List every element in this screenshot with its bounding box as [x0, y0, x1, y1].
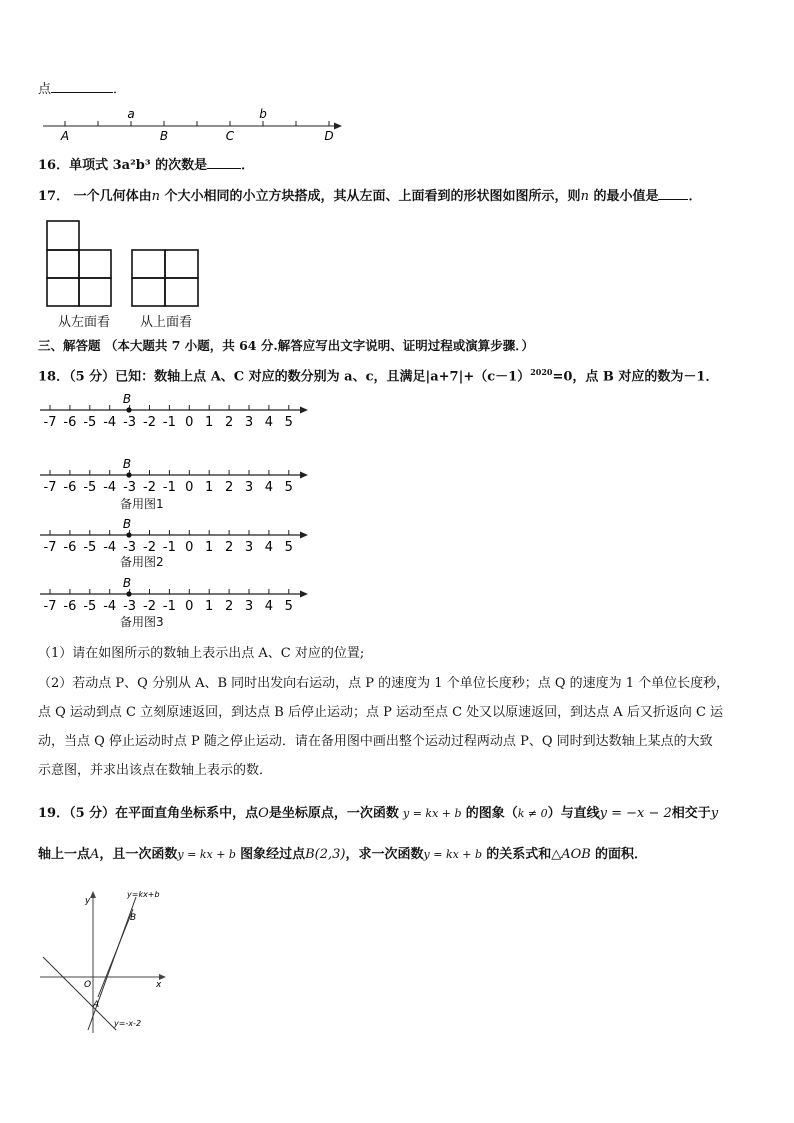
question-19-line2: [38, 846, 647, 864]
q17-text3: 的最小值是: [593, 189, 659, 204]
q19-text-a: 19．（5 分）在平面直角坐标系中，点: [38, 806, 259, 821]
q19-text-e: 相交于: [671, 806, 711, 821]
answer-blank: [658, 187, 688, 200]
q19-func2: y = −x − 2: [599, 806, 672, 821]
backup-caption-1: 备用图1: [120, 497, 164, 511]
top-fragment: [38, 80, 126, 99]
tick-label: -1: [162, 415, 176, 430]
q19-text-f: 轴上一点: [38, 847, 91, 862]
q19-text-h: 图象经过点: [240, 847, 306, 862]
q19-A: A: [90, 847, 100, 862]
q19-func1: y = kx + b: [403, 807, 462, 820]
q17-number: 17．: [38, 189, 70, 204]
question-18: [38, 363, 718, 386]
tick-label: 2: [224, 599, 234, 614]
q18-head: 18．（5 分）已知：数轴上点 A、C 对应的数分别为 a、c，且满足|a+7|+（c－1）: [38, 369, 531, 385]
backup-caption-2: 备用图2: [120, 555, 164, 569]
number-line-main: [38, 390, 313, 432]
graph-A-label: A: [93, 1000, 100, 1010]
tick-label: -7: [43, 415, 57, 430]
tick-label: 5: [284, 599, 293, 614]
tick-label: 3: [244, 480, 254, 495]
tick-label: 0: [185, 415, 194, 430]
q17-var-n2: n: [580, 189, 589, 204]
caption-top-view: 从上面看: [140, 315, 193, 330]
top-end: ．: [113, 82, 127, 97]
tick-label: 4: [264, 415, 274, 430]
number-line-backup-1: [38, 455, 313, 497]
q18-part2-line2: 点 Q 运动到点 C 立刻原速返回，到达点 B 后停止运动；点 P 运动至点 C 处又以原速返回，到达点 A 后又折返向 C 运: [38, 705, 724, 720]
question-16: [38, 156, 254, 175]
graph-x-label: x: [156, 980, 162, 990]
tick-label: -4: [103, 480, 117, 495]
q18-part2-line3: 动，当点 Q 停止运动时点 P 随之停止运动．请在备用图中画出整个运动过程两动点 P、Q 同时到达数轴上某点的大致: [38, 734, 713, 749]
point-B-label: B: [122, 576, 132, 590]
q19-k-condition: k ≠ 0: [517, 807, 548, 820]
point-B-label: B: [122, 517, 132, 531]
tick-label: 4: [264, 540, 274, 555]
tick-label: -1: [162, 480, 176, 495]
tick-label: -2: [143, 415, 156, 430]
answer-blank: [51, 80, 113, 93]
tick-label: -3: [123, 415, 137, 430]
tick-label: 4: [264, 599, 274, 614]
tick-label: -6: [63, 480, 77, 495]
label-D: D: [324, 129, 334, 143]
q17-text1: 一个几何体由: [73, 189, 152, 204]
tick-label: -7: [43, 540, 57, 555]
tick-label: -6: [63, 540, 77, 555]
label-b: b: [259, 107, 267, 121]
question-19-line1: [38, 805, 718, 823]
tick-label: -5: [83, 599, 97, 614]
number-line-top: [38, 104, 348, 144]
q19-func4: y = kx + b: [423, 848, 483, 861]
tick-label: 5: [284, 480, 293, 495]
q16-expression: 3a²b³: [112, 158, 151, 173]
answer-blank: [207, 156, 241, 169]
tick-label: -7: [43, 480, 57, 495]
tick-label: -4: [103, 599, 117, 614]
tick-label: -2: [143, 480, 156, 495]
label-a: a: [127, 107, 135, 121]
q18-exponent: 2020: [530, 367, 553, 377]
q19-point-B: B(2,3): [305, 847, 346, 862]
tick-label: -5: [83, 540, 97, 555]
tick-label: 2: [224, 480, 234, 495]
point-B-label: B: [122, 392, 132, 406]
number-line-backup-2: [38, 515, 313, 557]
q18-part2-line4: 示意图，并求出该点在数轴上表示的数．: [38, 763, 273, 778]
q19-O: O: [258, 806, 269, 821]
tick-label: 2: [224, 540, 234, 555]
q16-text1: 单项式: [69, 158, 109, 173]
tick-label: 1: [205, 480, 214, 495]
q19-text-d: ）与直线: [547, 806, 600, 821]
section-3-heading: 三、解答题 （本大题共 7 小题，共 64 分.解答应写出文字说明、证明过程或演算步骤．）: [38, 338, 534, 353]
q19-text-b: 是坐标原点，一次函数: [268, 806, 399, 821]
tick-label: 0: [185, 480, 194, 495]
q19-y: y: [710, 806, 719, 821]
graph-O-label: O: [84, 980, 92, 990]
tick-label: 3: [244, 415, 254, 430]
question-17: [38, 187, 702, 206]
q19-text-i: ，求一次函数: [345, 847, 424, 862]
top-dian: 点: [38, 82, 52, 97]
tick-label: -1: [162, 540, 176, 555]
tick-label: 1: [205, 415, 214, 430]
label-C: C: [225, 129, 235, 143]
point-B-label: B: [122, 457, 132, 471]
tick-label: 0: [185, 540, 194, 555]
tick-label: -3: [123, 540, 137, 555]
tick-label: -2: [143, 599, 156, 614]
tick-label: 5: [284, 415, 293, 430]
tick-label: -3: [123, 599, 137, 614]
tick-label: 2: [224, 415, 234, 430]
tick-label: -3: [123, 480, 137, 495]
q17-views-figure: [44, 218, 214, 310]
tick-label: -6: [63, 599, 77, 614]
tick-label: -2: [143, 540, 156, 555]
label-B: B: [159, 129, 169, 143]
label-A: A: [60, 129, 70, 143]
q18-part2-line1: （2）若动点 P、Q 分别从 A、B 同时出发向右运动，点 P 的速度为 1 个单位长度秒；点 Q 的速度为 1 个单位长度秒，: [38, 676, 730, 691]
q19-graph: [38, 885, 178, 1035]
q19-text-k: 的面积．: [594, 847, 647, 862]
tick-label: 1: [205, 599, 214, 614]
caption-left-view: 从左面看: [58, 315, 111, 330]
tick-label: 1: [205, 540, 214, 555]
q18-part1: （1）请在如图所示的数轴上表示出点 A、C 对应的位置;: [38, 646, 365, 661]
graph-B-label: B: [130, 913, 137, 923]
tick-label: -7: [43, 599, 57, 614]
tick-label: -4: [103, 540, 117, 555]
tick-label: 4: [264, 480, 274, 495]
graph-line1-label: y=kx+b: [127, 890, 160, 899]
q17-var-n: n: [151, 189, 161, 204]
tick-label: -5: [83, 480, 97, 495]
number-line-backup-3: [38, 574, 313, 616]
tick-label: 3: [244, 540, 254, 555]
graph-y-label: y: [85, 896, 91, 906]
q19-text-g: ，且一次函数: [99, 847, 178, 862]
backup-caption-3: 备用图3: [120, 615, 164, 629]
q16-text2: 的次数是: [155, 158, 208, 173]
q18-tail: =0，点 B 对应的数为－1．: [552, 369, 719, 385]
tick-label: 3: [244, 599, 254, 614]
q19-text-c: 的图象（: [465, 806, 518, 821]
tick-label: -6: [63, 415, 77, 430]
q17-end: ．: [688, 189, 702, 204]
graph-line2-label: y=-x-2: [114, 1019, 142, 1028]
q19-triangle: △AOB: [551, 847, 591, 862]
tick-label: -1: [162, 599, 176, 614]
tick-label: -5: [83, 415, 97, 430]
q19-func3: y = kx + b: [177, 848, 236, 861]
tick-label: 5: [284, 540, 293, 555]
q18-part2: [38, 669, 758, 785]
q19-text-j: 的关系式和: [486, 847, 552, 862]
q16-number: 16．: [38, 158, 70, 173]
tick-label: -4: [103, 415, 117, 430]
tick-label: 0: [185, 599, 194, 614]
q17-text2: 个大小相同的小立方块搭成，其从左面、上面看到的形状图如图所示，则: [164, 189, 581, 204]
q16-end: ．: [241, 158, 255, 173]
